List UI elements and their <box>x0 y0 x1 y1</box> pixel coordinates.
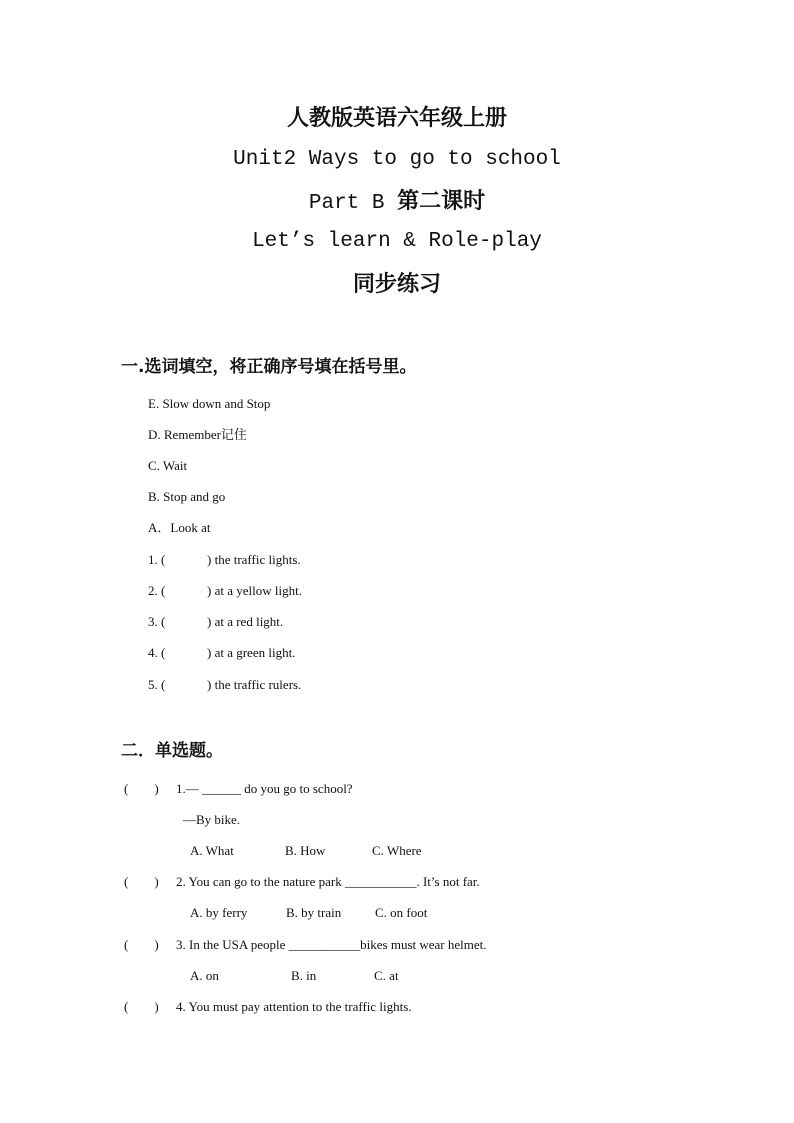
word-bank-item: A．Look at <box>148 520 211 535</box>
option-b: B. in <box>291 968 317 983</box>
question-text: ) the traffic rulers. <box>207 677 302 692</box>
lesson-part-en: Part B <box>308 192 398 215</box>
option-c: C. on foot <box>375 905 428 920</box>
fill-question <box>148 677 302 693</box>
lesson-part-title <box>0 188 794 217</box>
exercise-title: 同步练习 <box>352 271 441 297</box>
unit-title: Unit2 Ways to go to school <box>233 148 561 171</box>
answer-bracket: ( ) <box>124 937 159 952</box>
fill-question <box>148 645 296 661</box>
question-stem: 2. You can go to the nature park ___________. It’s not far. <box>176 874 480 889</box>
answer-bracket: ( ) <box>124 874 159 889</box>
word-bank-item: B. Stop and go <box>148 489 226 504</box>
question-answer-line: —By bike. <box>183 812 241 827</box>
question-text: ) at a yellow light. <box>207 583 302 598</box>
word-bank-item: D. Remember记住 <box>148 427 247 442</box>
section2-heading: 二．单选题。 <box>121 741 223 761</box>
question-stem: 1.— ______ do you go to school? <box>176 781 353 796</box>
option-b: B. How <box>285 843 326 858</box>
section1-heading: 一.选词填空，将正确序号填在括号里。 <box>121 357 417 377</box>
question-number: 3. ( <box>148 614 166 629</box>
question-number: 5. ( <box>148 677 166 692</box>
lesson-subtitle: Let’s learn & Role-play <box>252 230 542 253</box>
lesson-part-cn: 第二课时 <box>397 188 486 214</box>
word-bank-item: C. Wait <box>148 458 188 473</box>
word-bank-item: E. Slow down and Stop <box>148 396 271 411</box>
fill-question <box>148 552 301 568</box>
option-a: A. on <box>190 968 219 983</box>
option-a: A. by ferry <box>190 905 248 920</box>
question-number: 2. ( <box>148 583 166 598</box>
question-number: 4. ( <box>148 645 166 660</box>
question-stem: 3. In the USA people ___________bikes must wear helmet. <box>176 937 487 952</box>
question-stem: 4. You must pay attention to the traffic lights. <box>176 999 412 1014</box>
option-c: C. Where <box>372 843 422 858</box>
answer-bracket: ( ) <box>124 781 159 796</box>
question-text: ) at a red light. <box>207 614 284 629</box>
textbook-title: 人教版英语六年级上册 <box>286 105 507 131</box>
fill-question <box>148 583 302 599</box>
question-number: 1. ( <box>148 552 166 567</box>
question-text: ) the traffic lights. <box>207 552 301 567</box>
fill-question <box>148 614 284 630</box>
question-text: ) at a green light. <box>207 645 296 660</box>
option-b: B. by train <box>286 905 342 920</box>
option-a: A. What <box>190 843 234 858</box>
option-c: C. at <box>374 968 399 983</box>
answer-bracket: ( ) <box>124 999 159 1014</box>
